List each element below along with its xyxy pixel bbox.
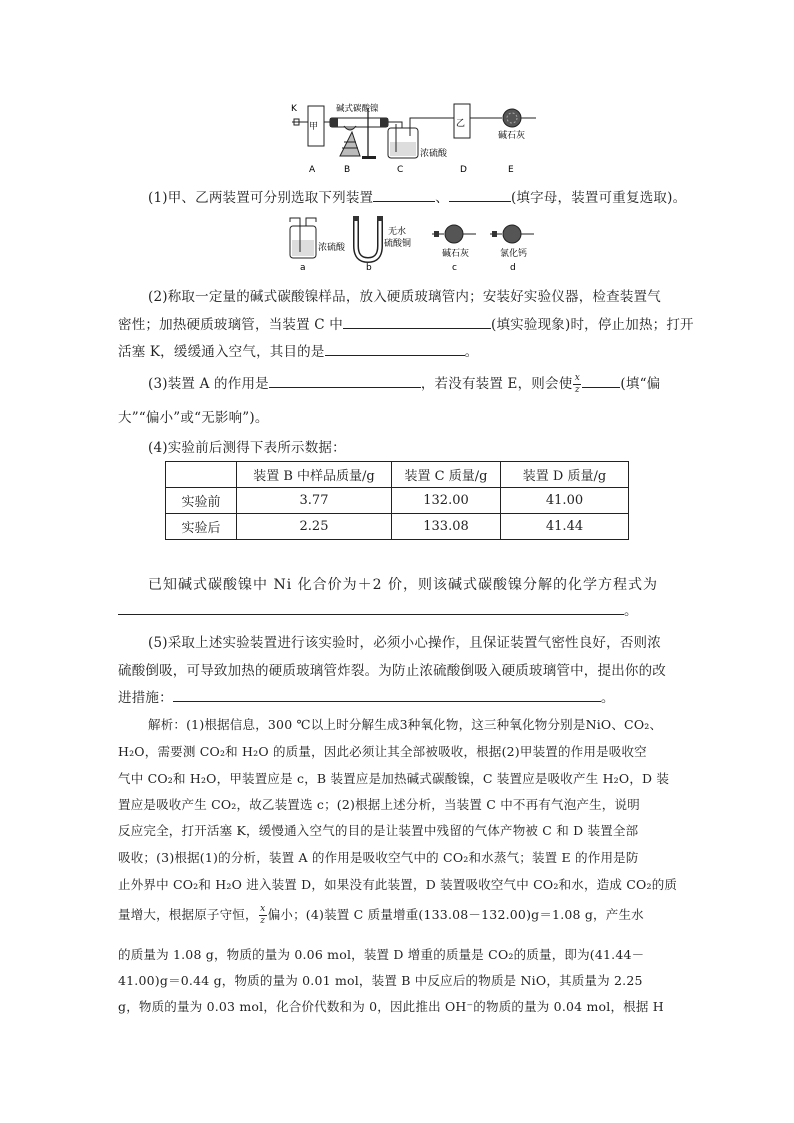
q3-line2: 大”“偏小”或“无影响”)。 (118, 410, 269, 426)
table-header-cell (166, 462, 237, 488)
table-cell: 实验后 (166, 514, 237, 540)
q2-line3-tail: 。 (464, 344, 479, 360)
q1-text: (1)甲、乙两装置可分别选取下列装置 (148, 190, 374, 206)
analysis-line: 气中 CO₂和 H₂O，甲装置应是 c，B 装置应是加热碱式碳酸镍，C 装置应是吸收产生 H₂O，D 装 (118, 771, 670, 786)
analysis-line: H₂O，需要测 CO₂和 H₂O 的质量，因此必须让其全部被吸收，根据(2)甲装置的作用是吸收空 (118, 744, 647, 759)
q4-intro: (4)实验前后测得下表所示数据： (148, 440, 346, 456)
q2-line3-text: 活塞 K，缓缓通入空气，其目的是 (118, 344, 325, 360)
q2-line3 (118, 340, 478, 360)
q3-line1 (148, 372, 660, 395)
q2-line2-text: 密性；加热硬质玻璃管，当装置 C 中 (118, 317, 344, 333)
q4-after: 已知碱式碳酸镍中 Ni 化合价为＋2 价，则该碱式碳酸镍分解的化学方程式为 (148, 577, 658, 593)
table-cell: 133.08 (392, 514, 501, 540)
table-cell: 3.77 (237, 488, 392, 514)
q4-answer-line (118, 599, 638, 619)
analysis-line: 置应是吸收产生 CO₂，故乙装置选 c；(2)根据上述分析，当装置 C 中不再有气泡产生，说明 (118, 797, 640, 812)
opt-a-name: 浓硫酸 (318, 243, 346, 253)
q2-blank-2[interactable] (325, 343, 465, 356)
table-header-cell: 装置 C 质量/g (392, 462, 501, 488)
q1-blank-2[interactable] (449, 189, 511, 202)
label-k: K (291, 104, 297, 114)
q2-blank-1[interactable] (343, 316, 491, 329)
opt-c-letter: c (452, 263, 457, 273)
table-row (166, 514, 629, 540)
table-cell: 实验前 (166, 488, 237, 514)
q5-line3 (118, 686, 615, 706)
data-table (165, 461, 629, 540)
q3-frac-den: z (574, 385, 580, 395)
analysis-line: 吸收；(3)根据(1)的分析，装置 A 的作用是吸收空气中的 CO₂和水蒸气；装置 E 的作用是防 (118, 850, 639, 865)
q3-text-c: (填“偏 (620, 376, 661, 392)
q1-separator: 、 (435, 190, 449, 206)
label-lime: 碱石灰 (498, 131, 526, 141)
label-yi: 乙 (456, 119, 466, 129)
letter-d: D (460, 165, 467, 175)
q3-blank-1[interactable] (269, 375, 421, 388)
table-cell: 132.00 (392, 488, 501, 514)
q3-text-b: ，若没有装置 E，则会使 (420, 376, 573, 392)
analysis-line-fraction (118, 905, 644, 926)
label-jia: 甲 (309, 122, 319, 132)
q3-frac-num: x (574, 373, 581, 383)
analysis-frac-den: z (260, 916, 266, 926)
label-sample: 碱式碳酸镍 (336, 104, 379, 114)
q1-tail: (填字母，装置可重复选取)。 (510, 190, 687, 206)
label-acid: 浓硫酸 (420, 149, 448, 159)
letter-b: B (344, 165, 351, 175)
opt-b-name2: 硫酸铜 (384, 239, 412, 249)
analysis-frac-num: x (260, 904, 266, 914)
table-header-cell: 装置 B 中样品质量/g (237, 462, 392, 488)
analysis-l8-tail: 偏小；(4)装置 C 质量增重(133.08－132.00)g＝1.08 g，产生水 (267, 907, 644, 922)
opt-d-letter: d (510, 263, 516, 273)
analysis-line: 的质量为 1.08 g，物质的量为 0.06 mol，装置 D 增重的质量是 CO₂的质量，即为(41.44－ (118, 947, 645, 962)
table-row (166, 488, 629, 514)
analysis-line: 反应完全，打开活塞 K，缓慢通入空气的目的是让装置中残留的气体产物被 C 和 D 装置全部 (118, 823, 639, 838)
q5-line1: (5)采取上述实验装置进行该实验时，必须小心操作，且保证装置气密性良好，否则浓 (148, 635, 661, 651)
q3-fraction (573, 374, 581, 395)
opt-b-name1: 无水 (388, 227, 407, 237)
letter-a: A (309, 165, 316, 175)
analysis-line: 41.00)g＝0.44 g，物质的量为 0.01 mol，装置 B 中反应后的物质是 NiO，其质量为 2.25 (118, 973, 643, 988)
q1-line (148, 186, 686, 206)
q5-line2: 硫酸倒吸，可导致加热的硬质玻璃管炸裂。为防止浓硫酸倒吸入硬质玻璃管中，提出你的改 (118, 663, 666, 679)
q2-line1: (2)称取一定量的碱式碳酸镍样品，放入硬质玻璃管内；安装好实验仪器，检查装置气 (148, 289, 661, 305)
analysis-l8-text: 量增大，根据原子守恒， (118, 907, 258, 922)
q2-line2 (118, 313, 694, 333)
opt-b-letter: b (366, 263, 372, 273)
q5-blank[interactable] (173, 689, 601, 702)
q5-end: 。 (600, 690, 615, 706)
q4-end: 。 (624, 603, 638, 619)
table-header-cell: 装置 D 质量/g (501, 462, 629, 488)
q3-text-a: (3)装置 A 的作用是 (148, 376, 269, 392)
letter-e: E (508, 165, 514, 175)
table-header-row (166, 462, 629, 488)
analysis-fraction (259, 905, 267, 926)
analysis-line: g，物质的量为 0.03 mol，化合价代数和为 0，因此推出 OH⁻的物质的量为 0.04 mol，根据 H (118, 999, 664, 1014)
q3-blank-2[interactable] (582, 375, 620, 388)
opt-a-letter: a (300, 263, 306, 273)
table-cell: 2.25 (237, 514, 392, 540)
opt-c-name: 碱石灰 (442, 249, 470, 259)
table-cell: 41.44 (501, 514, 629, 540)
q4-blank[interactable] (118, 602, 624, 615)
analysis-line: 解析：(1)根据信息，300 ℃以上时分解生成3种氧化物，这三种氧化物分别是NiO、CO₂、 (148, 717, 663, 732)
analysis-line: 止外界中 CO₂和 H₂O 进入装置 D，如果没有此装置，D 装置吸收空气中 CO₂和水，造成 CO₂的质 (118, 877, 678, 892)
q2-line2-tail: (填实验现象)时，停止加热；打开 (491, 317, 694, 333)
q5-line3-text: 进措施： (118, 690, 173, 706)
letter-c: C (397, 165, 404, 175)
opt-d-name: 氯化钙 (500, 249, 528, 259)
q1-blank-1[interactable] (373, 189, 435, 202)
table-cell: 41.00 (501, 488, 629, 514)
